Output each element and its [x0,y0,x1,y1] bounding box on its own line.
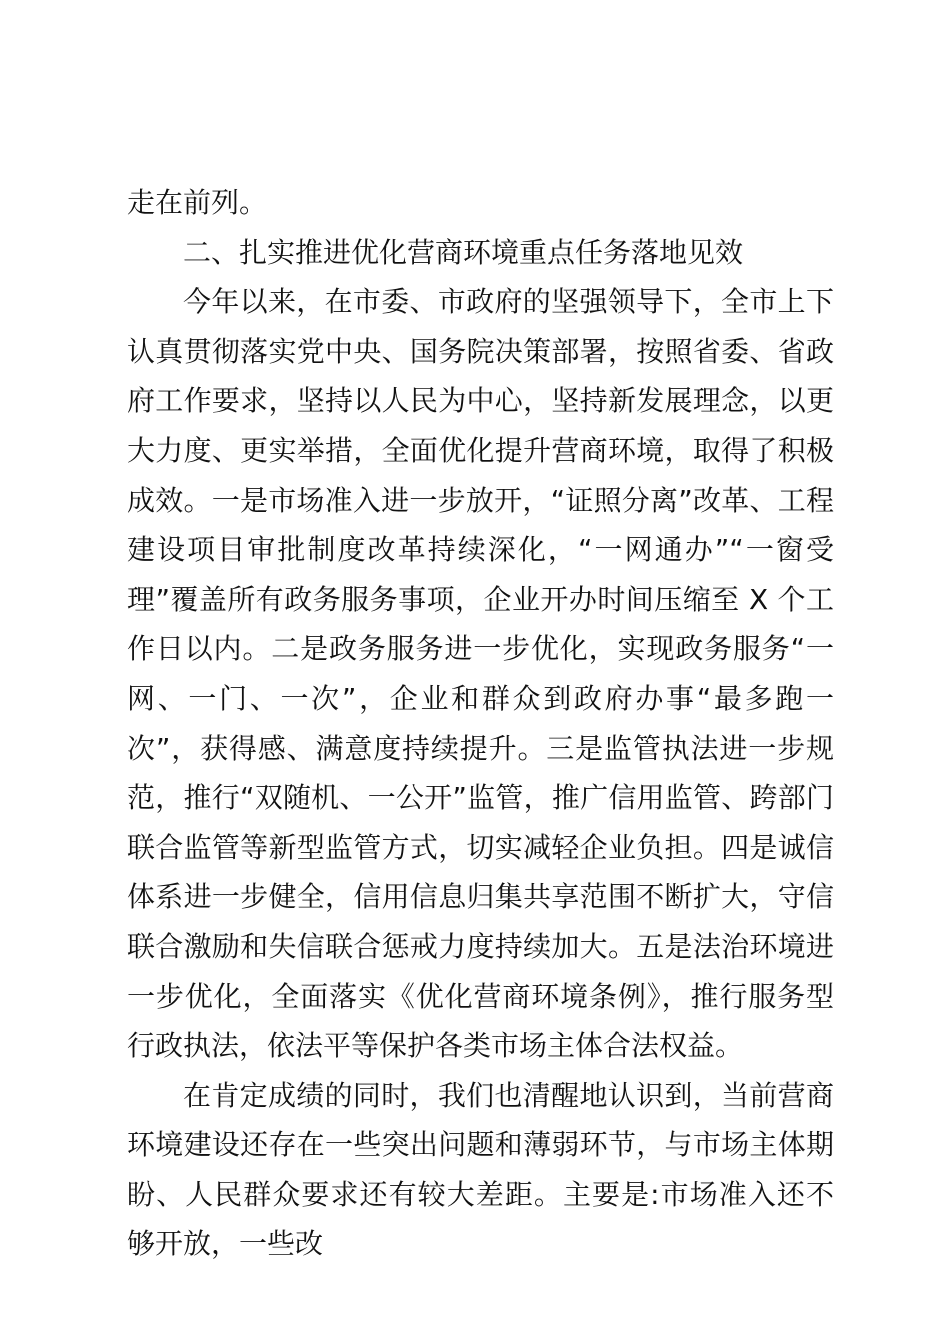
paragraph-achievements: 今年以来，在市委、市政府的坚强领导下，全市上下认真贯彻落实党中央、国务院决策部署，按照省委、省政府工作要求，坚持以人民为中心，坚持新发展理念，以更大力度、更实举措，全面优化提升营商环境，取得了积极成效。一是市场准入进一步放开，“证照分离”改革、工程建设项目审批制度改革持续深化，“一网通办”“一窗受理”覆盖所有政务服务事项，企业开办时间压缩至 X 个工作日以内。二是政务服务进一步优化，实现政务服务“一网、一门、一次”，企业和群众到政府办事“最多跑一次”，获得感、满意度持续提升。三是监管执法进一步规范，推行“双随机、一公开”监管，推广信用监管、跨部门联合监管等新型监管方式，切实减轻企业负担。四是诚信体系进一步健全，信用信息归集共享范围不断扩大，守信联合激励和失信联合惩戒力度持续加大。五是法治环境进一步优化，全面落实《优化营商环境条例》，推行服务型行政执法，依法平等保护各类市场主体合法权益。 [127,285,834,1063]
paragraph-problems: 在肯定成绩的同时，我们也清醒地认识到，当前营商环境建设还存在一些突出问题和薄弱环节，与市场主体期盼、人民群众要求还有较大差距。主要是:市场准入还不够开放，一些改 [127,1078,834,1261]
section-heading: 二、扎实推进优化营商环境重点任务落地见效 [183,235,744,269]
paragraph-continuation: 走在前列。 [127,186,268,219]
document-body [127,178,834,1269]
